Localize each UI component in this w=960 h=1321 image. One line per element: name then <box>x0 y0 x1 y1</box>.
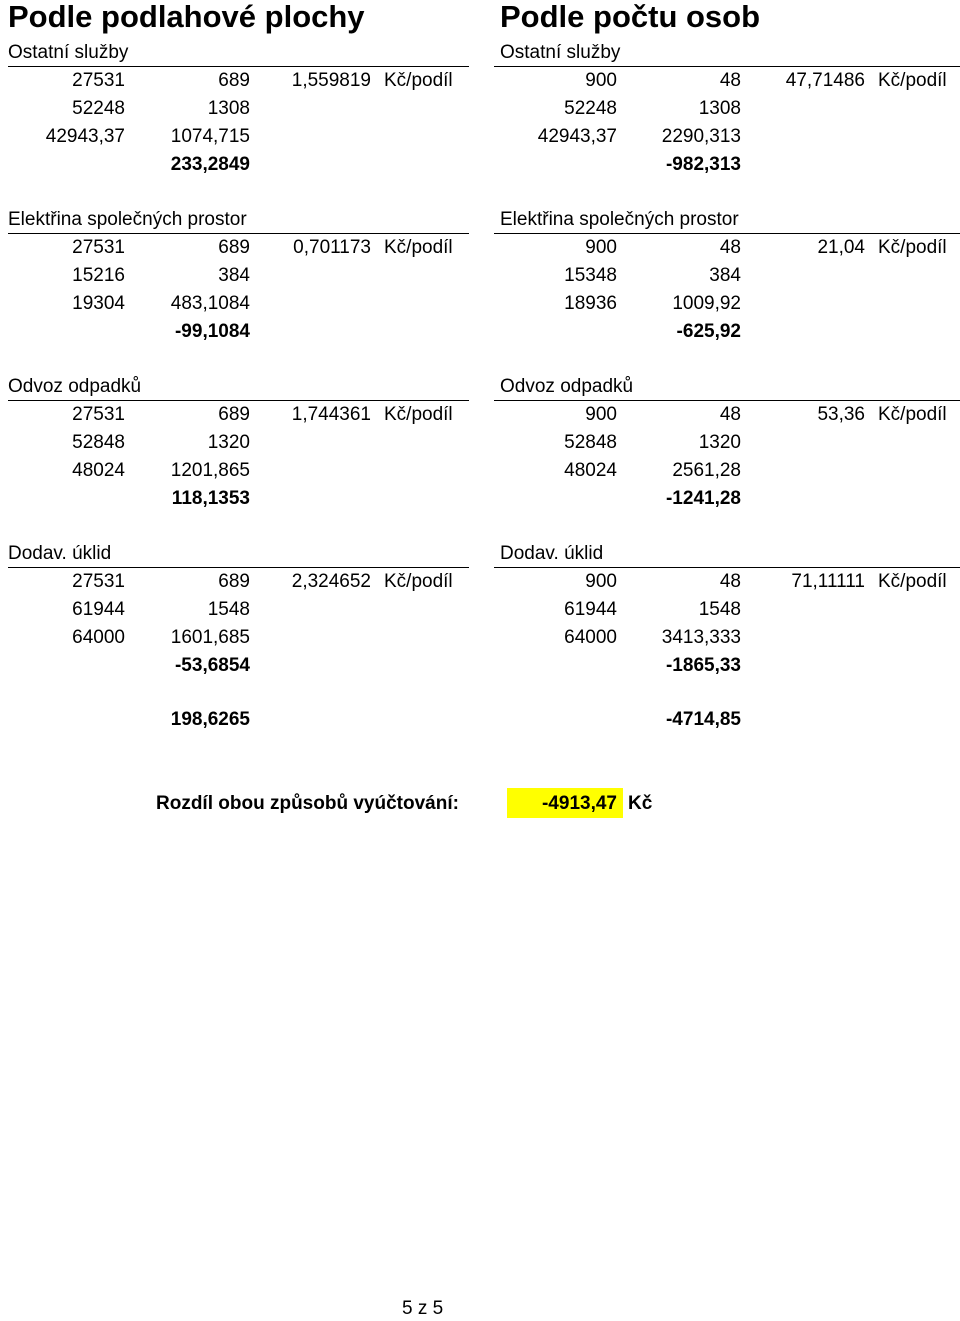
right-cell-a: 15348 <box>564 265 617 286</box>
right-cell-a: 18936 <box>564 293 617 314</box>
left-cell-a: 19304 <box>72 293 125 314</box>
right-section-difference: -1865,33 <box>665 655 741 676</box>
left-cell-b: 1074,715 <box>170 126 250 147</box>
right-rate-unit: Kč/podíl <box>878 237 947 258</box>
right-rate-unit: Kč/podíl <box>878 70 947 91</box>
right-cell-b: 2561,28 <box>672 460 741 481</box>
right-title: Podle počtu osob <box>500 0 761 34</box>
right-cell-b: 384 <box>709 265 741 286</box>
right-section-rule <box>494 66 960 67</box>
left-section-rule <box>8 567 469 568</box>
right-cell-a: 900 <box>585 70 617 91</box>
left-cell-b: 1201,865 <box>170 460 250 481</box>
left-cell-b: 1308 <box>207 98 250 119</box>
right-cell-b: 2290,313 <box>661 126 741 147</box>
right-cell-a: 900 <box>585 237 617 258</box>
left-cell-a: 15216 <box>72 265 125 286</box>
summary-value: -4913,47 <box>541 793 617 814</box>
left-section-title: Odvoz odpadků <box>8 376 142 397</box>
summary-currency: Kč <box>628 793 653 814</box>
left-rate: 1,559819 <box>291 70 371 91</box>
right-cell-a: 900 <box>585 404 617 425</box>
right-section-title: Dodav. úklid <box>500 543 604 564</box>
right-cell-b: 48 <box>719 571 741 592</box>
right-cell-a: 61944 <box>564 599 617 620</box>
left-section-rule <box>8 66 469 67</box>
right-cell-b: 48 <box>719 404 741 425</box>
right-cell-a: 42943,37 <box>537 126 617 147</box>
left-cell-b: 1548 <box>207 599 250 620</box>
left-rate: 0,701173 <box>293 237 371 258</box>
right-rate-unit: Kč/podíl <box>878 404 947 425</box>
left-rate: 1,744361 <box>291 404 371 425</box>
left-rate-unit: Kč/podíl <box>384 404 453 425</box>
left-cell-a: 48024 <box>72 460 125 481</box>
left-cell-a: 42943,37 <box>45 126 125 147</box>
left-cell-b: 689 <box>218 404 250 425</box>
right-cell-b: 1009,92 <box>672 293 741 314</box>
page-number: 5 z 5 <box>402 1298 444 1319</box>
left-cell-b: 483,1084 <box>170 293 250 314</box>
summary-label: Rozdíl obou způsobů vyúčtování: <box>156 793 459 814</box>
right-cell-a: 64000 <box>564 627 617 648</box>
left-section-difference: -99,1084 <box>174 321 250 342</box>
right-section-rule <box>494 400 960 401</box>
left-cell-a: 61944 <box>72 599 125 620</box>
right-cell-b: 1320 <box>698 432 741 453</box>
left-section-difference: -53,6854 <box>174 655 250 676</box>
left-total: 198,6265 <box>170 709 250 730</box>
left-rate-unit: Kč/podíl <box>384 70 453 91</box>
left-rate: 2,324652 <box>291 571 371 592</box>
left-section-rule <box>8 400 469 401</box>
right-section-title: Odvoz odpadků <box>500 376 634 397</box>
right-cell-a: 52848 <box>564 432 617 453</box>
left-cell-a: 27531 <box>72 70 125 91</box>
right-cell-b: 1548 <box>698 599 741 620</box>
left-cell-a: 27531 <box>72 571 125 592</box>
left-section-title: Ostatní služby <box>8 42 129 63</box>
left-cell-a: 64000 <box>72 627 125 648</box>
left-cell-b: 689 <box>218 571 250 592</box>
right-cell-a: 900 <box>585 571 617 592</box>
left-section-difference: 233,2849 <box>170 154 250 175</box>
left-cell-b: 1320 <box>207 432 250 453</box>
right-rate: 71,11111 <box>791 571 865 592</box>
right-section-title: Ostatní služby <box>500 42 621 63</box>
right-section-difference: -982,313 <box>665 154 741 175</box>
left-cell-b: 384 <box>218 265 250 286</box>
left-title: Podle podlahové plochy <box>8 0 365 34</box>
right-section-title: Elektřina společných prostor <box>500 209 739 230</box>
left-section-difference: 118,1353 <box>171 488 250 509</box>
right-section-difference: -625,92 <box>676 321 741 342</box>
right-rate: 21,04 <box>817 237 865 258</box>
right-cell-b: 3413,333 <box>661 627 741 648</box>
left-cell-b: 689 <box>218 237 250 258</box>
left-section-title: Elektřina společných prostor <box>8 209 247 230</box>
left-cell-b: 689 <box>218 70 250 91</box>
left-section-title: Dodav. úklid <box>8 543 112 564</box>
left-rate-unit: Kč/podíl <box>384 571 453 592</box>
right-cell-a: 52248 <box>564 98 617 119</box>
right-rate-unit: Kč/podíl <box>878 571 947 592</box>
left-cell-a: 52848 <box>72 432 125 453</box>
right-cell-b: 1308 <box>698 98 741 119</box>
right-rate: 47,71486 <box>785 70 865 91</box>
right-section-rule <box>494 567 960 568</box>
right-cell-b: 48 <box>719 70 741 91</box>
right-rate: 53,36 <box>817 404 865 425</box>
right-cell-b: 48 <box>719 237 741 258</box>
left-section-rule <box>8 233 469 234</box>
left-cell-a: 27531 <box>72 237 125 258</box>
left-rate-unit: Kč/podíl <box>384 237 453 258</box>
right-section-rule <box>494 233 960 234</box>
right-section-difference: -1241,28 <box>665 488 741 509</box>
left-cell-b: 1601,685 <box>170 627 250 648</box>
left-cell-a: 52248 <box>72 98 125 119</box>
left-cell-a: 27531 <box>72 404 125 425</box>
right-cell-a: 48024 <box>564 460 617 481</box>
right-total: -4714,85 <box>665 709 741 730</box>
